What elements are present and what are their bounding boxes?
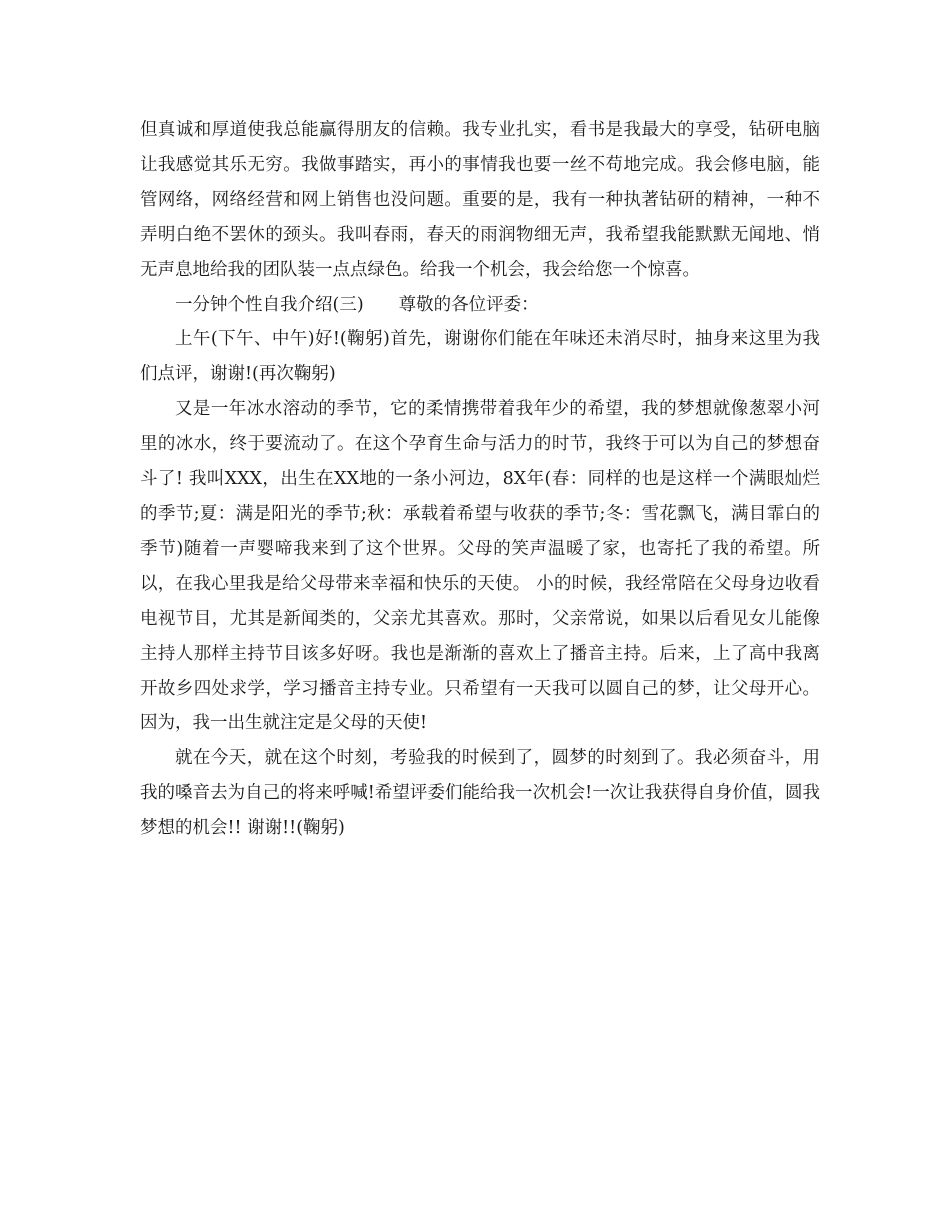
paragraph-story: 又是一年冰水溶动的季节，它的柔情携带着我年少的希望，我的梦想就像葱翠小河里的冰水，终于要流动了。在这个孕育生命与活力的时节，我终于可以为自己的梦想奋斗了! 我叫XXX，出生在XX地的一条小河边，8X年(春：同样的也是这样一个满眼灿烂的季节;夏：满是阳光的季节;秋：承载着希望与收获的季节;冬：雪花飘飞，满目霏白的季节)随着一声婴啼我来到了这个世界。父母的笑声温暖了家，也寄托了我的希望。所以，在我心里我是给父母带来幸福和快乐的天使。 小的时候，我经常陪在父母身边收看电视节目，尤其是新闻类的，父亲尤其喜欢。那时，父亲常说，如果以后看见女儿能像主持人那样主持节目该多好呀。我也是渐渐的喜欢上了播音主持。后来，上了高中我离开故乡四处求学，学习播音主持专业。只希望有一天我可以圆自己的梦，让父母开心。因为，我一出生就注定是父母的天使!	[140, 399, 820, 734]
section-heading-paragraph: 一分钟个性自我介绍(三) 尊敬的各位评委：	[175, 294, 539, 315]
paragraph-continuation: 但真诚和厚道使我总能赢得朋友的信赖。我专业扎实，看书是我最大的享受，钻研电脑让我感觉其乐无穷。我做事踏实，再小的事情我也要一丝不苟地完成。我会修电脑，能管网络，网络经营和网上销售也没问题。重要的是，我有一种执著钻研的精神，一种不弄明白绝不罢休的颈头。我叫春雨，春天的雨润物细无声，我希望我能默默无闻地、悄无声息地给我的团队装一点点绿色。给我一个机会，我会给您一个惊喜。	[140, 120, 820, 280]
document-body	[140, 113, 820, 846]
paragraph-greeting: 上午(下午、中午)好!(鞠躬)首先，谢谢你们能在年味还未消尽时，抽身来这里为我们点评，谢谢!(再次鞠躬)	[140, 329, 820, 385]
paragraph-closing: 就在今天，就在这个时刻，考验我的时候到了，圆梦的时刻到了。我必须奋斗，用我的嗓音去为自己的将来呼喊!希望评委们能给我一次机会!一次让我获得自身价值，圆我梦想的机会!! 谢谢!!(鞠躬)	[140, 748, 820, 839]
